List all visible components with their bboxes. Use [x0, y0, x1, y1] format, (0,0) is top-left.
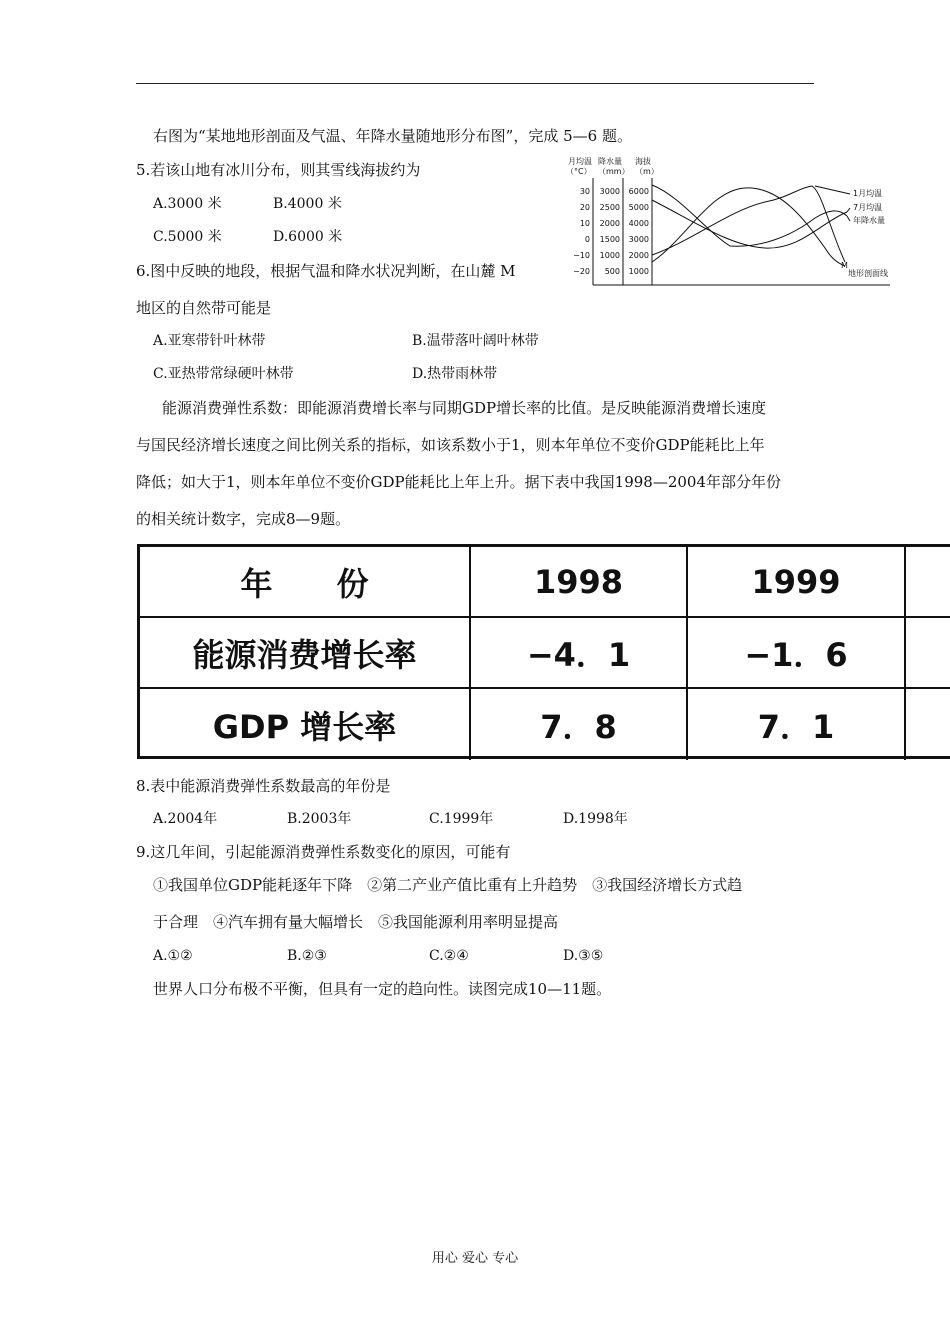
temp-tick-3: 0 — [584, 235, 590, 244]
precip-tick-0: 3000 — [599, 187, 620, 196]
terrain-climate-chart — [560, 150, 890, 290]
table-row — [140, 689, 950, 760]
q6-option-c[interactable]: C.亚热带常绿硬叶林带 — [153, 366, 294, 382]
q6-option-d[interactable]: D.热带雨林带 — [412, 366, 498, 382]
elev-tick-0: 6000 — [628, 187, 649, 196]
jan-temp-curve — [652, 186, 845, 262]
temp-tick-0: 30 — [579, 187, 590, 196]
temp-axis-unit: （°C） — [566, 167, 592, 176]
legend-leader-jan — [815, 186, 850, 194]
q5-option-d[interactable]: D.6000 米 — [273, 229, 343, 245]
energy-table — [137, 544, 950, 759]
q6-stem-line1: 6.图中反映的地段，根据气温和降水状况判断，在山麓 M — [136, 262, 516, 280]
para-line2: 与国民经济增长速度之间比例关系的指标，如该系数小于1，则本年单位不变价GDP能耗比上年 — [136, 436, 765, 454]
row-gdp-label: GDP 增长率 — [140, 689, 471, 760]
elev-axis-title: 海拔 — [635, 157, 651, 166]
gdp-1998: 7．8 — [471, 689, 688, 760]
q5-option-a[interactable]: A.3000 米 — [153, 196, 222, 212]
q9-option-c[interactable]: C.②④ — [429, 948, 469, 964]
precip-tick-5: 500 — [604, 267, 620, 276]
temp-axis-title: 月均温 — [568, 157, 592, 166]
elev-axis-unit: （m） — [635, 167, 659, 176]
q9-option-b[interactable]: B.②③ — [287, 948, 327, 964]
para-line3: 降低；如大于1，则本年单位不变价GDP能耗比上年上升。据下表中我国1998—2004年部分年份 — [136, 473, 781, 491]
q9-items-line1: ①我国单位GDP能耗逐年下降 ②第二产业产值比重有上升趋势 ③我国经济增长方式趋 — [153, 876, 743, 894]
precip-tick-2: 2000 — [599, 219, 620, 228]
intro-5-6: 右图为“某地地形剖面及气温、年降水量随地形分布图”，完成 5—6 题。 — [153, 127, 632, 145]
temp-tick-1: 20 — [579, 203, 590, 212]
q5-stem: 5.若该山地有冰川分布，则其雪线海拔约为 — [136, 161, 421, 179]
q6-option-a[interactable]: A.亚寒带针叶林带 — [153, 333, 266, 349]
q8-stem: 8.表中能源消费弹性系数最高的年份是 — [136, 777, 391, 795]
q5-option-c[interactable]: C.5000 米 — [153, 229, 222, 245]
precip-tick-4: 1000 — [599, 251, 620, 260]
header-cut — [906, 547, 950, 616]
q5-option-b[interactable]: B.4000 米 — [273, 196, 342, 212]
intro-10-11: 世界人口分布极不平衡，但具有一定的趋向性。读图完成10—11题。 — [153, 980, 612, 998]
gdp-1999: 7．1 — [688, 689, 906, 760]
para-line1: 能源消费弹性系数：即能源消费增长率与同期GDP增长率的比值。是反映能源消费增长速度 — [162, 399, 767, 417]
temp-tick-2: 10 — [579, 219, 590, 228]
elev-tick-3: 3000 — [628, 235, 649, 244]
legend-leader-jul — [847, 208, 850, 212]
terrain-profile-curve — [652, 188, 845, 266]
precip-tick-3: 1500 — [599, 235, 620, 244]
header-1999: 1999 — [688, 547, 906, 616]
temp-tick-5: −20 — [573, 267, 590, 276]
temp-tick-4: −10 — [573, 251, 590, 260]
q9-option-d[interactable]: D.③⑤ — [563, 948, 604, 964]
legend-jul-temp: 7月均温 — [853, 203, 883, 212]
energy-1998: −4．1 — [471, 618, 688, 687]
elev-tick-5: 1000 — [628, 267, 649, 276]
profile-line-label: 地形剖面线 — [848, 269, 888, 278]
page-footer: 用心 爱心 专心 — [431, 1251, 519, 1266]
q8-option-d[interactable]: D.1998年 — [563, 811, 628, 827]
legend-leader-precip — [847, 216, 850, 221]
elev-tick-2: 4000 — [628, 219, 649, 228]
q9-option-a[interactable]: A.①② — [153, 948, 193, 964]
energy-cut — [906, 618, 950, 687]
precip-axis-title: 降水量 — [598, 157, 622, 166]
header-rule — [136, 83, 814, 84]
q9-items-line2: 于合理 ④汽车拥有量大幅增长 ⑤我国能源利用率明显提高 — [153, 913, 559, 931]
legend-jan-temp: 1月均温 — [853, 189, 883, 198]
table-row — [140, 547, 950, 618]
header-year-label: 年 份 — [140, 547, 471, 616]
legend-annual-precip: 年降水量 — [853, 216, 885, 225]
precip-tick-1: 2500 — [599, 203, 620, 212]
q6-option-b[interactable]: B.温带落叶阔叶林带 — [412, 333, 539, 349]
para-line4: 的相关统计数字，完成8—9题。 — [136, 510, 351, 528]
gdp-cut — [906, 689, 950, 760]
header-1998: 1998 — [471, 547, 688, 616]
q9-stem: 9.这几年间，引起能源消费弹性系数变化的原因，可能有 — [136, 843, 511, 861]
m-label: M — [841, 261, 848, 270]
q8-option-a[interactable]: A.2004年 — [153, 811, 218, 827]
precip-axis-unit: （mm） — [598, 167, 630, 176]
table-row — [140, 618, 950, 689]
elev-tick-4: 2000 — [628, 251, 649, 260]
row-energy-label: 能源消费增长率 — [140, 618, 471, 687]
elev-tick-1: 5000 — [628, 203, 649, 212]
q6-stem-line2: 地区的自然带可能是 — [136, 299, 272, 317]
energy-1999: −1．6 — [688, 618, 906, 687]
q8-option-c[interactable]: C.1999年 — [429, 811, 494, 827]
q8-option-b[interactable]: B.2003年 — [287, 811, 352, 827]
